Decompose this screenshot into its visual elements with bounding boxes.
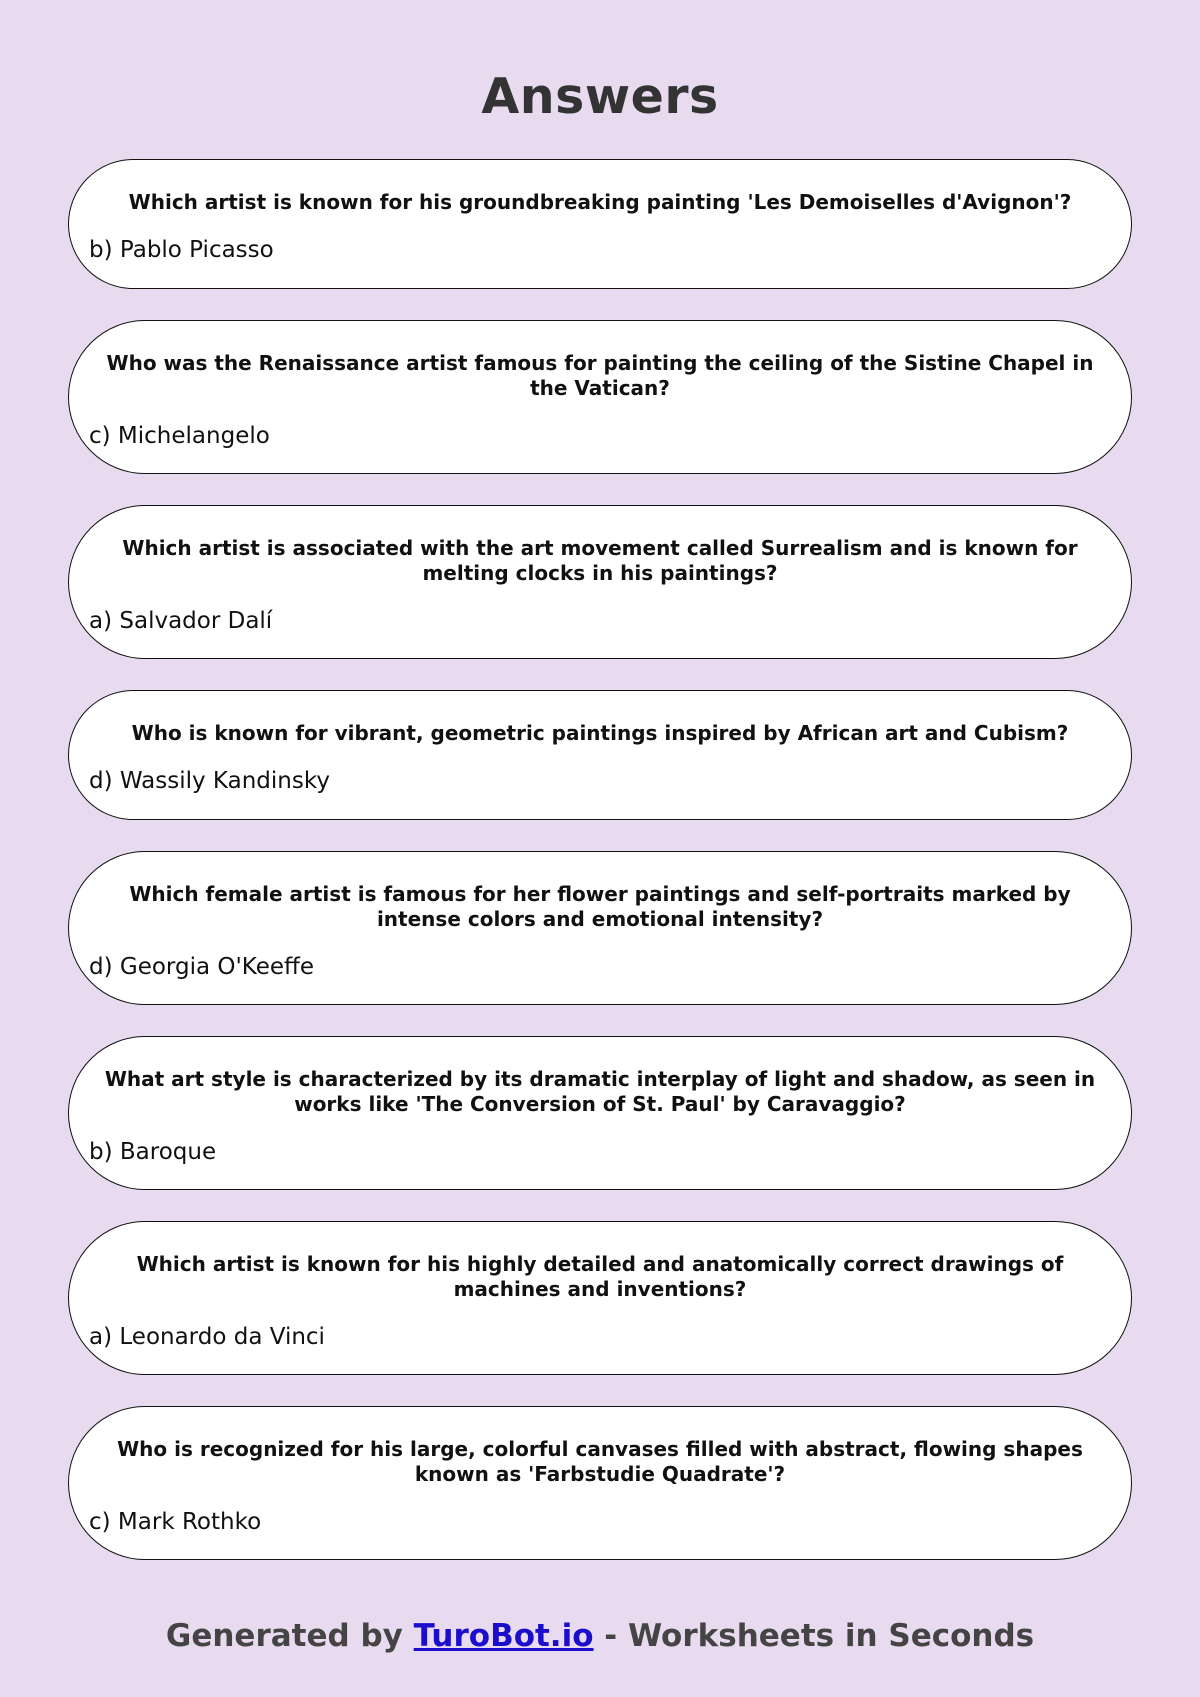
answer-card — [68, 505, 1132, 659]
answer-card — [68, 1406, 1132, 1560]
answer-text: c) Mark Rothko — [89, 1509, 262, 1535]
question-text: Which artist is known for his groundbreaking painting 'Les Demoiselles d'Avignon'? — [128, 190, 1072, 214]
answer-card — [68, 1036, 1132, 1190]
question-text: Who was the Renaissance artist famous for painting the ceiling of the Sistine Chapel in the Vatican? — [106, 351, 1094, 400]
question-text: Which artist is known for his highly detailed and anatomically correct drawings of machines and inventions? — [136, 1252, 1064, 1301]
answer-text: a) Salvador Dalí — [89, 608, 273, 634]
answer-text: b) Pablo Picasso — [89, 237, 274, 263]
answer-card — [68, 320, 1132, 474]
question-text: Who is recognized for his large, colorful canvases filled with abstract, flowing shapes known as 'Farbstudie Quadrate'? — [117, 1437, 1083, 1486]
question-text: What art style is characterized by its dramatic interplay of light and shadow, as seen in works like 'The Conversion of St. Paul' by Caravaggio? — [104, 1067, 1096, 1116]
question-text: Which female artist is famous for her flower paintings and self-portraits marked by intense colors and emotional intensity? — [129, 882, 1071, 931]
page-title: Answers — [481, 68, 719, 125]
footer-suffix: - Worksheets in Seconds — [593, 1618, 1035, 1654]
answer-text: d) Georgia O'Keeffe — [89, 954, 315, 980]
question-text: Which artist is associated with the art movement called Surrealism and is known for melting clocks in his paintings? — [122, 536, 1078, 585]
answer-card — [68, 159, 1132, 289]
answer-text: c) Michelangelo — [89, 423, 270, 449]
answer-card — [68, 1221, 1132, 1375]
answer-card — [68, 690, 1132, 820]
footer-prefix: Generated by — [165, 1618, 414, 1654]
footer — [0, 1618, 1200, 1654]
answer-text: a) Leonardo da Vinci — [89, 1324, 325, 1350]
answer-card — [68, 851, 1132, 1005]
answer-text: d) Wassily Kandinsky — [89, 768, 330, 794]
question-text: Who is known for vibrant, geometric paintings inspired by African art and Cubism? — [131, 721, 1069, 745]
answer-text: b) Baroque — [89, 1139, 217, 1165]
answer-list — [68, 159, 1132, 1591]
turobot-link[interactable]: TuroBot.io — [413, 1618, 594, 1654]
